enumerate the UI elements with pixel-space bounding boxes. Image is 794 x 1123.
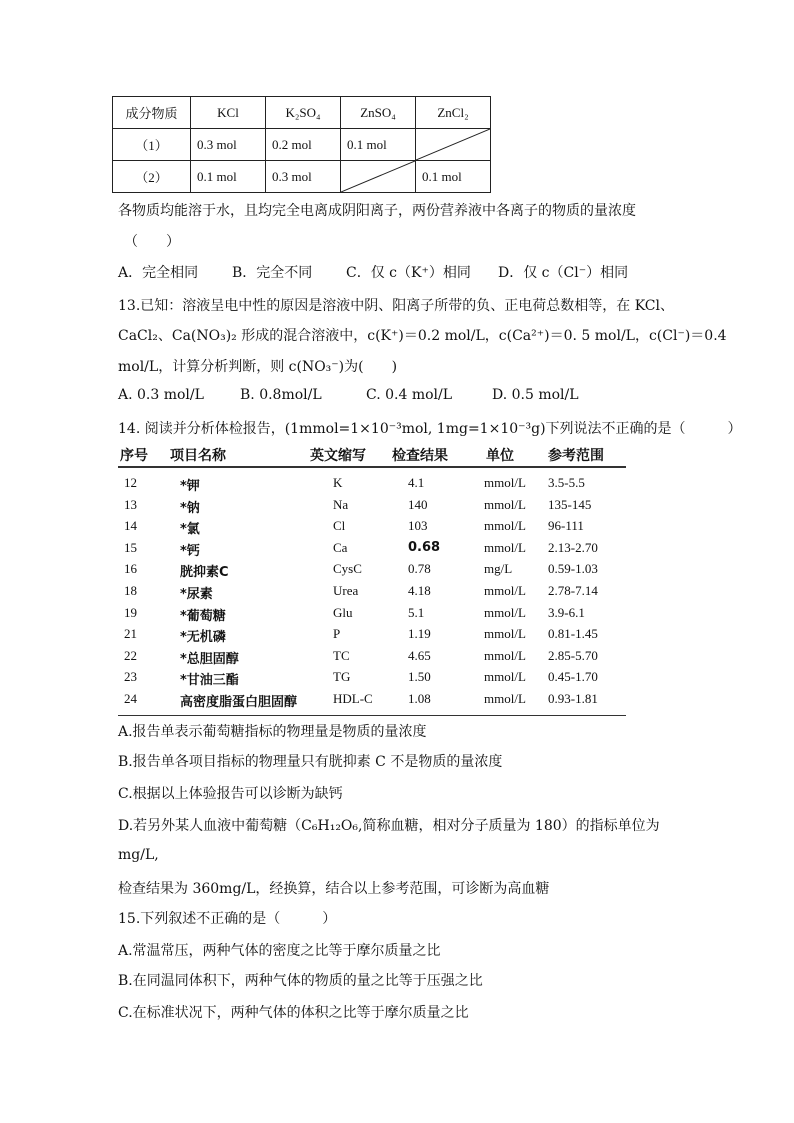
report-bottom-rule: [118, 715, 626, 716]
report-header: 项目名称: [170, 448, 226, 464]
report-cell: P: [333, 626, 341, 642]
table-cell: （1）: [113, 129, 191, 161]
nutrient-table: [112, 96, 491, 193]
report-cell: 24: [124, 691, 137, 706]
report-cell: Ca: [333, 539, 348, 555]
exam-report-table: [118, 445, 604, 710]
report-cell: mmol/L: [484, 669, 526, 685]
q13-line-1: 13.已知：溶液呈电中性的原因是溶液中阴、阳离子所带的负、正电荷总数相等，在 KCl、: [118, 298, 674, 314]
table-cell: 0.1 mol: [341, 129, 416, 161]
q15-stem: 15.下列叙述不正确的是（ ）: [118, 911, 337, 927]
report-cell: *钾: [180, 479, 200, 494]
report-cell: 1.08: [408, 691, 431, 706]
report-cell: TC: [333, 647, 350, 663]
table-cell: 0.1 mol: [191, 161, 266, 193]
q14-option-d-line-1: D.若另外某人血液中葡萄糖（C₆H₁₂O₆,简称血糖，相对分子质量为 180）的指标单位为: [118, 818, 660, 834]
q12-stem: 各物质均能溶于水，且均完全电离成阴阳离子，两份营养液中各离子的物质的量浓度: [118, 203, 636, 219]
report-cell: *钠: [180, 500, 200, 516]
q12-answer-paren: （ ）: [124, 234, 180, 250]
table-row: [113, 161, 491, 193]
report-cell: 高密度脂蛋白胆固醇: [180, 695, 298, 710]
report-cell: 胱抑素C: [180, 565, 229, 581]
report-cell: mmol/L: [484, 626, 526, 642]
report-cell: 140: [408, 496, 428, 512]
report-cell: Urea: [333, 583, 359, 598]
report-cell: CysC: [333, 561, 362, 577]
q13-option-c: C. 0.4 mol/L: [366, 387, 453, 403]
report-cell: 14: [124, 518, 137, 534]
table-cell: 0.3 mol: [191, 129, 266, 161]
report-cell: 0.81-1.45: [548, 626, 598, 642]
report-cell: mg/L: [484, 561, 513, 577]
report-cell: mmol/L: [484, 691, 526, 706]
report-cell: Cl: [333, 518, 346, 534]
header-cell: ZnSO₄: [341, 97, 416, 129]
report-cell: 0.59-1.03: [548, 561, 598, 577]
header-cell: ZnCl₂: [416, 97, 491, 129]
q13-line-2: CaCl₂、Ca(NO₃)₂ 形成的混合溶液中，c(K⁺)＝0.2 mol/L，c(Ca²⁺)＝0. 5 mol/L，c(Cl⁻)＝0.4: [118, 328, 727, 344]
table-cell: 0.3 mol: [266, 161, 341, 193]
report-cell: 0.78: [408, 561, 431, 577]
report-cell: 3.9-6.1: [548, 604, 585, 620]
report-cell: HDL-C: [333, 691, 373, 706]
q13-line-3: mol/L，计算分析判断，则 c(NO₃⁻)为( ): [118, 359, 398, 375]
report-header: 英文缩写: [310, 448, 366, 464]
report-cell: 2.85-5.70: [548, 647, 598, 663]
table-cell: （2）: [113, 161, 191, 193]
report-cell: 0.93-1.81: [548, 691, 598, 706]
empty-diagonal-cell: [341, 161, 416, 193]
report-cell: 0.68: [408, 539, 441, 555]
report-cell: 1.19: [408, 626, 431, 642]
report-cell: 135-145: [548, 496, 592, 512]
report-cell: 13: [124, 496, 137, 512]
report-header-rule: [118, 466, 626, 468]
report-cell: *甘油三酯: [180, 673, 239, 689]
report-cell: *总胆固醇: [180, 651, 239, 667]
q12-options: [118, 262, 628, 282]
report-cell: mmol/L: [484, 475, 526, 490]
report-cell: 2.78-7.14: [548, 583, 598, 598]
q14-option-b: B.报告单各项目指标的物理量只有胱抑素 C 不是物质的量浓度: [118, 754, 503, 770]
report-cell: 16: [124, 561, 137, 577]
report-cell: 3.5-5.5: [548, 475, 585, 490]
report-cell: 96-111: [548, 518, 584, 534]
report-cell: 2.13-2.70: [548, 539, 598, 555]
header-cell: 成分物质: [113, 97, 191, 129]
table-cell: 0.1 mol: [416, 161, 491, 193]
report-cell: 0.45-1.70: [548, 669, 598, 685]
q14-stem: 14. 阅读并分析体检报告，(1mmol=1×10⁻³mol, 1mg=1×10⁻³g)下列说法不正确的是（ ）: [118, 421, 742, 437]
report-cell: 15: [124, 539, 137, 555]
q13-option-b: B. 0.8mol/L: [240, 387, 322, 403]
report-header: 检查结果: [392, 448, 448, 464]
q14-option-d-line-3: 检查结果为 360mg/L，经换算，结合以上参考范围，可诊断为高血糖: [118, 881, 550, 897]
report-cell: 23: [124, 669, 137, 685]
report-cell: *无机磷: [180, 630, 226, 646]
report-cell: mmol/L: [484, 647, 526, 663]
report-header: 序号: [120, 448, 148, 464]
report-cell: 12: [124, 475, 137, 490]
report-cell: *葡萄糖: [180, 608, 226, 624]
empty-diagonal-cell: [416, 129, 491, 161]
report-header: 单位: [486, 448, 514, 464]
q14-option-a: A.报告单表示葡萄糖指标的物理量是物质的量浓度: [118, 724, 427, 740]
table-cell: 0.2 mol: [266, 129, 341, 161]
table-header-row: [113, 97, 491, 129]
q13-option-a: A. 0.3 mol/L: [118, 387, 204, 403]
q15-option-b: B.在同温同体积下，两种气体的物质的量之比等于压强之比: [118, 973, 483, 989]
report-cell: 5.1: [408, 604, 425, 620]
q14-option-c: C.根据以上体验报告可以诊断为缺钙: [118, 786, 343, 802]
report-cell: 1.50: [408, 669, 431, 685]
q15-option-c: C.在标准状况下，两种气体的体积之比等于摩尔质量之比: [118, 1005, 469, 1021]
report-cell: Glu: [333, 604, 353, 620]
report-cell: Na: [333, 496, 349, 512]
report-cell: 4.65: [408, 647, 431, 663]
q12-option-a: A．完全相同: [118, 265, 199, 281]
report-cell: TG: [333, 669, 351, 685]
report-cell: mmol/L: [484, 518, 526, 534]
q12-option-c: C．仅 c（K⁺）相同: [346, 265, 471, 281]
report-cell: 4.18: [408, 583, 431, 598]
report-cell: 19: [124, 604, 137, 620]
report-cell: 21: [124, 626, 137, 642]
report-cell: 22: [124, 647, 137, 663]
report-cell: *钙: [180, 543, 200, 559]
q14-option-d-line-2: mg/L,: [118, 847, 159, 863]
report-cell: 4.1: [408, 475, 425, 490]
report-cell: K: [333, 475, 343, 490]
report-cell: mmol/L: [484, 604, 526, 620]
q12-option-d: D．仅 c（Cl⁻）相同: [498, 265, 629, 281]
header-cell: K₂SO₄: [266, 97, 341, 129]
report-cell: *尿素: [180, 587, 213, 602]
table-row: [113, 129, 491, 161]
q13-option-d: D. 0.5 mol/L: [492, 387, 579, 403]
report-cell: mmol/L: [484, 539, 526, 555]
report-cell: *氯: [180, 522, 200, 538]
report-cell: mmol/L: [484, 496, 526, 512]
q15-option-a: A.常温常压，两种气体的密度之比等于摩尔质量之比: [118, 943, 441, 959]
q12-option-b: B．完全不同: [232, 265, 313, 281]
report-cell: 103: [408, 518, 428, 534]
report-cell: 18: [124, 583, 137, 598]
header-cell: KCl: [191, 97, 266, 129]
report-header: 参考范围: [548, 448, 604, 464]
report-cell: mmol/L: [484, 583, 526, 598]
q13-options: [118, 387, 579, 403]
